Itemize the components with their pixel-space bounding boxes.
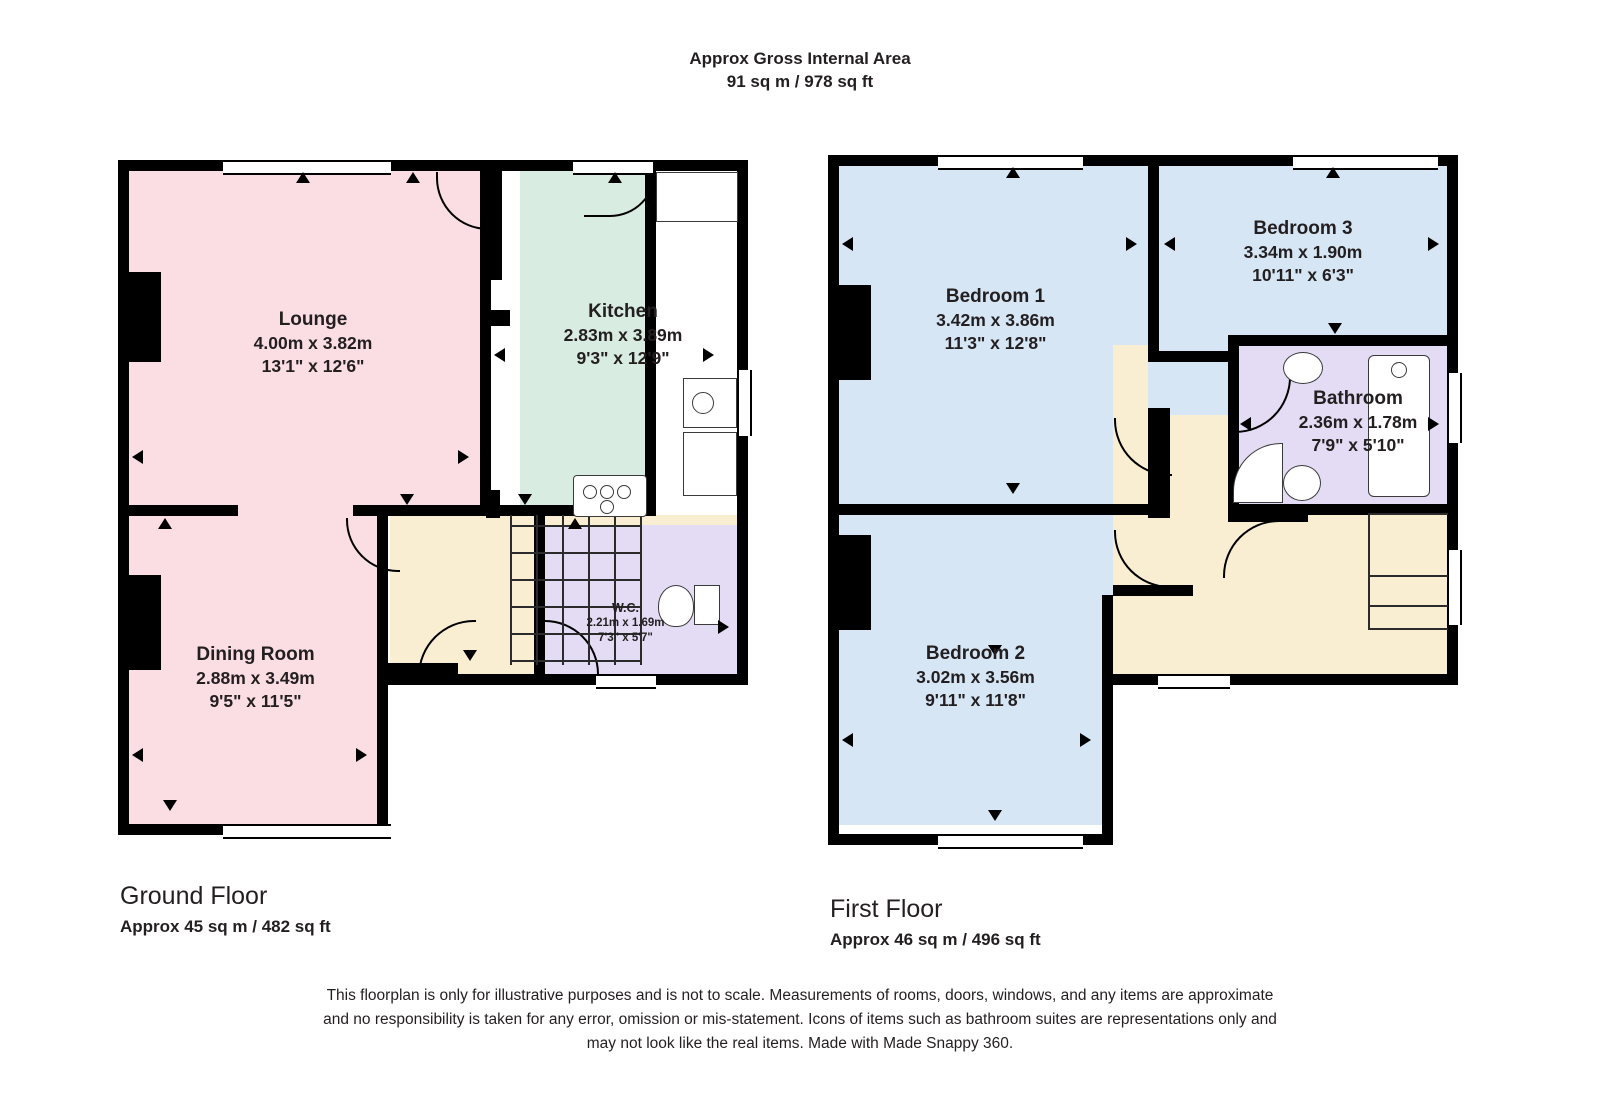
window-dining-bottom bbox=[223, 824, 391, 839]
gross-area-title: Approx Gross Internal Area bbox=[689, 49, 911, 68]
wall-chimney-left-1 bbox=[129, 272, 161, 362]
room-imperial-bedroom3: 10'11" x 6'3" bbox=[1252, 264, 1354, 285]
room-metric-bathroom: 2.36m x 1.78m bbox=[1298, 412, 1418, 433]
window-bedroom3-top bbox=[1293, 155, 1438, 170]
bathroom-basin bbox=[1283, 352, 1323, 384]
room-metric-bedroom1: 3.42m x 3.86m bbox=[936, 310, 1055, 331]
wall-kitchen-left bbox=[491, 160, 502, 280]
arrow-wc-bottom bbox=[463, 650, 477, 661]
arrow1-bed1-top bbox=[1006, 167, 1020, 178]
room-label-wc bbox=[558, 600, 693, 645]
arrow-lounge-left bbox=[132, 450, 143, 464]
arrow-lounge-top-left bbox=[296, 172, 310, 183]
room-label-kitchen bbox=[518, 300, 728, 369]
disclaimer-line-3: may not look like the real items. Made with Made Snappy 360. bbox=[586, 1035, 1014, 1052]
room-imperial-bedroom2: 9'11" x 11'8" bbox=[925, 689, 1026, 710]
stairs-first-a bbox=[1368, 513, 1448, 515]
hob-ring-3 bbox=[617, 485, 631, 499]
room-metric-lounge: 4.00m x 3.82m bbox=[253, 333, 373, 354]
wall1-bedroom1-bottom bbox=[828, 504, 1148, 515]
stairs-first-c bbox=[1368, 575, 1448, 577]
room-imperial-bathroom: 7'9" x 5'10" bbox=[1311, 434, 1405, 455]
stairs-first-b bbox=[1368, 513, 1370, 628]
room-name-bedroom3: Bedroom 3 bbox=[1253, 218, 1353, 239]
arrow1-bed1-right bbox=[1126, 237, 1137, 251]
arrow-dining-left bbox=[132, 748, 143, 762]
ground-floor-plan bbox=[118, 160, 758, 835]
arrow1-bed2-left bbox=[842, 733, 853, 747]
room-imperial-wc: 7'3" x 5'7" bbox=[598, 631, 653, 644]
wall1-landing-stub bbox=[1148, 351, 1230, 362]
window-landing-right bbox=[1447, 550, 1462, 625]
kitchen-counter-top bbox=[656, 172, 738, 222]
disclaimer-line-1: This floorplan is only for illustrative purposes and is not to scale. Measurements of rooms, doors, windows, and any items are approximate bbox=[326, 987, 1274, 1004]
disclaimer-line-2: and no responsibility is taken for any error, omission or mis-statement. Icons of items such as bathroom suites are representations only and bbox=[323, 1011, 1277, 1028]
wall-lounge-bottom-2 bbox=[353, 505, 493, 516]
bathroom-toilet bbox=[1283, 465, 1321, 501]
room-name-bedroom1: Bedroom 1 bbox=[945, 286, 1046, 307]
kitchen-sink-bowl bbox=[692, 392, 714, 414]
wc-cistern bbox=[694, 585, 720, 625]
arrow1-bath-left bbox=[1240, 417, 1251, 431]
first-floor-title: First Floor bbox=[830, 895, 943, 923]
hob-ring-4 bbox=[600, 500, 614, 514]
wall-stub-mid bbox=[480, 310, 510, 326]
arrow-dining-bottom bbox=[163, 800, 177, 811]
arrow-lounge-bottom bbox=[400, 494, 414, 505]
arrow1-bed1-left bbox=[842, 237, 853, 251]
wall-left-upper bbox=[118, 160, 129, 835]
kitchen-oven bbox=[683, 432, 737, 496]
stairs-outline bbox=[510, 515, 512, 665]
gross-area-value: 91 sq m / 978 sq ft bbox=[726, 72, 874, 91]
first-floor-area: Approx 46 sq m / 496 sq ft bbox=[830, 930, 1041, 949]
disclaimer bbox=[0, 984, 1600, 1056]
wall-stub-lounge bbox=[486, 490, 500, 518]
ground-floor-title-block bbox=[120, 880, 331, 942]
stairs-rail bbox=[536, 515, 538, 665]
arrow-lounge-top-right bbox=[406, 172, 420, 183]
window-kitchen-right bbox=[737, 370, 752, 436]
first-floor-plan bbox=[828, 155, 1468, 845]
room-name-wc: W.C. bbox=[611, 601, 640, 615]
arrow-lounge-right bbox=[458, 450, 469, 464]
ground-floor-title: Ground Floor bbox=[120, 882, 268, 910]
stairs-first-d bbox=[1368, 605, 1448, 607]
window-bedroom2-bottom bbox=[938, 834, 1083, 849]
room-metric-dining: 2.88m x 3.49m bbox=[196, 668, 315, 689]
room-label-lounge bbox=[183, 308, 443, 377]
room-metric-bedroom2: 3.02m x 3.56m bbox=[916, 667, 1035, 688]
arrow-kitchen-top bbox=[608, 172, 622, 183]
arrow1-bed2-right bbox=[1080, 733, 1091, 747]
stairs-step-3 bbox=[510, 579, 642, 581]
ground-floor-area: Approx 45 sq m / 482 sq ft bbox=[120, 917, 331, 936]
room-label-bathroom bbox=[1253, 387, 1463, 456]
arrow-kitchen-bottom bbox=[518, 494, 532, 505]
arrow-wc-top bbox=[568, 518, 582, 529]
room-imperial-dining: 9'5" x 11'5" bbox=[209, 690, 302, 711]
arrow1-bed2-bottom bbox=[988, 810, 1002, 821]
wall1-bathroom-top bbox=[1228, 335, 1448, 346]
stairs-step-6 bbox=[510, 660, 642, 662]
first-floor-title-block bbox=[830, 893, 1041, 955]
room-name-bathroom: Bathroom bbox=[1313, 388, 1403, 409]
gross-area-header bbox=[0, 47, 1600, 93]
window-wc-bottom bbox=[596, 674, 656, 689]
arrow1-bed3-bottom bbox=[1328, 323, 1342, 334]
wall-lounge-bottom bbox=[118, 505, 238, 516]
stairs-step-2 bbox=[510, 552, 642, 554]
hob-ring-2 bbox=[600, 485, 614, 499]
room-metric-wc: 2.21m x 1.69m bbox=[586, 617, 665, 629]
room-name-lounge: Lounge bbox=[278, 309, 348, 330]
wall1-bedroom2-right bbox=[1102, 595, 1113, 845]
room-name-bedroom2: Bedroom 2 bbox=[925, 643, 1026, 664]
arrow-wc-right bbox=[718, 620, 729, 634]
wall1-landing-stub3 bbox=[1113, 585, 1193, 596]
room-name-kitchen: Kitchen bbox=[588, 301, 658, 322]
wall1-left bbox=[828, 155, 839, 845]
room-metric-kitchen: 2.83m x 3.89m bbox=[563, 325, 683, 346]
room-fill-stair-void bbox=[1358, 510, 1448, 630]
arrow-dining-right bbox=[356, 748, 367, 762]
arrow1-bed1-bottom bbox=[1006, 483, 1020, 494]
room-imperial-bedroom1: 11'3" x 12'8" bbox=[944, 332, 1047, 353]
window-landing-bottom bbox=[1158, 674, 1230, 689]
wall1-chimney-2 bbox=[839, 535, 871, 630]
room-label-bedroom3 bbox=[1158, 217, 1448, 286]
room-imperial-kitchen: 9'3" x 12'9" bbox=[576, 347, 670, 368]
room-imperial-lounge: 13'1" x 12'6" bbox=[261, 355, 365, 376]
bath-tap bbox=[1391, 362, 1407, 378]
arrow-hall-left bbox=[158, 518, 172, 529]
hob-ring-1 bbox=[583, 485, 597, 499]
room-label-bedroom2 bbox=[848, 642, 1103, 711]
room-metric-bedroom3: 3.34m x 1.90m bbox=[1243, 242, 1363, 263]
arrow1-bed3-top bbox=[1326, 167, 1340, 178]
room-label-bedroom1 bbox=[858, 285, 1133, 354]
arrow-kitchen-left bbox=[494, 348, 505, 362]
stairs-first-e bbox=[1368, 628, 1448, 630]
room-name-dining: Dining Room bbox=[196, 644, 315, 665]
room-label-dining bbox=[128, 643, 383, 712]
